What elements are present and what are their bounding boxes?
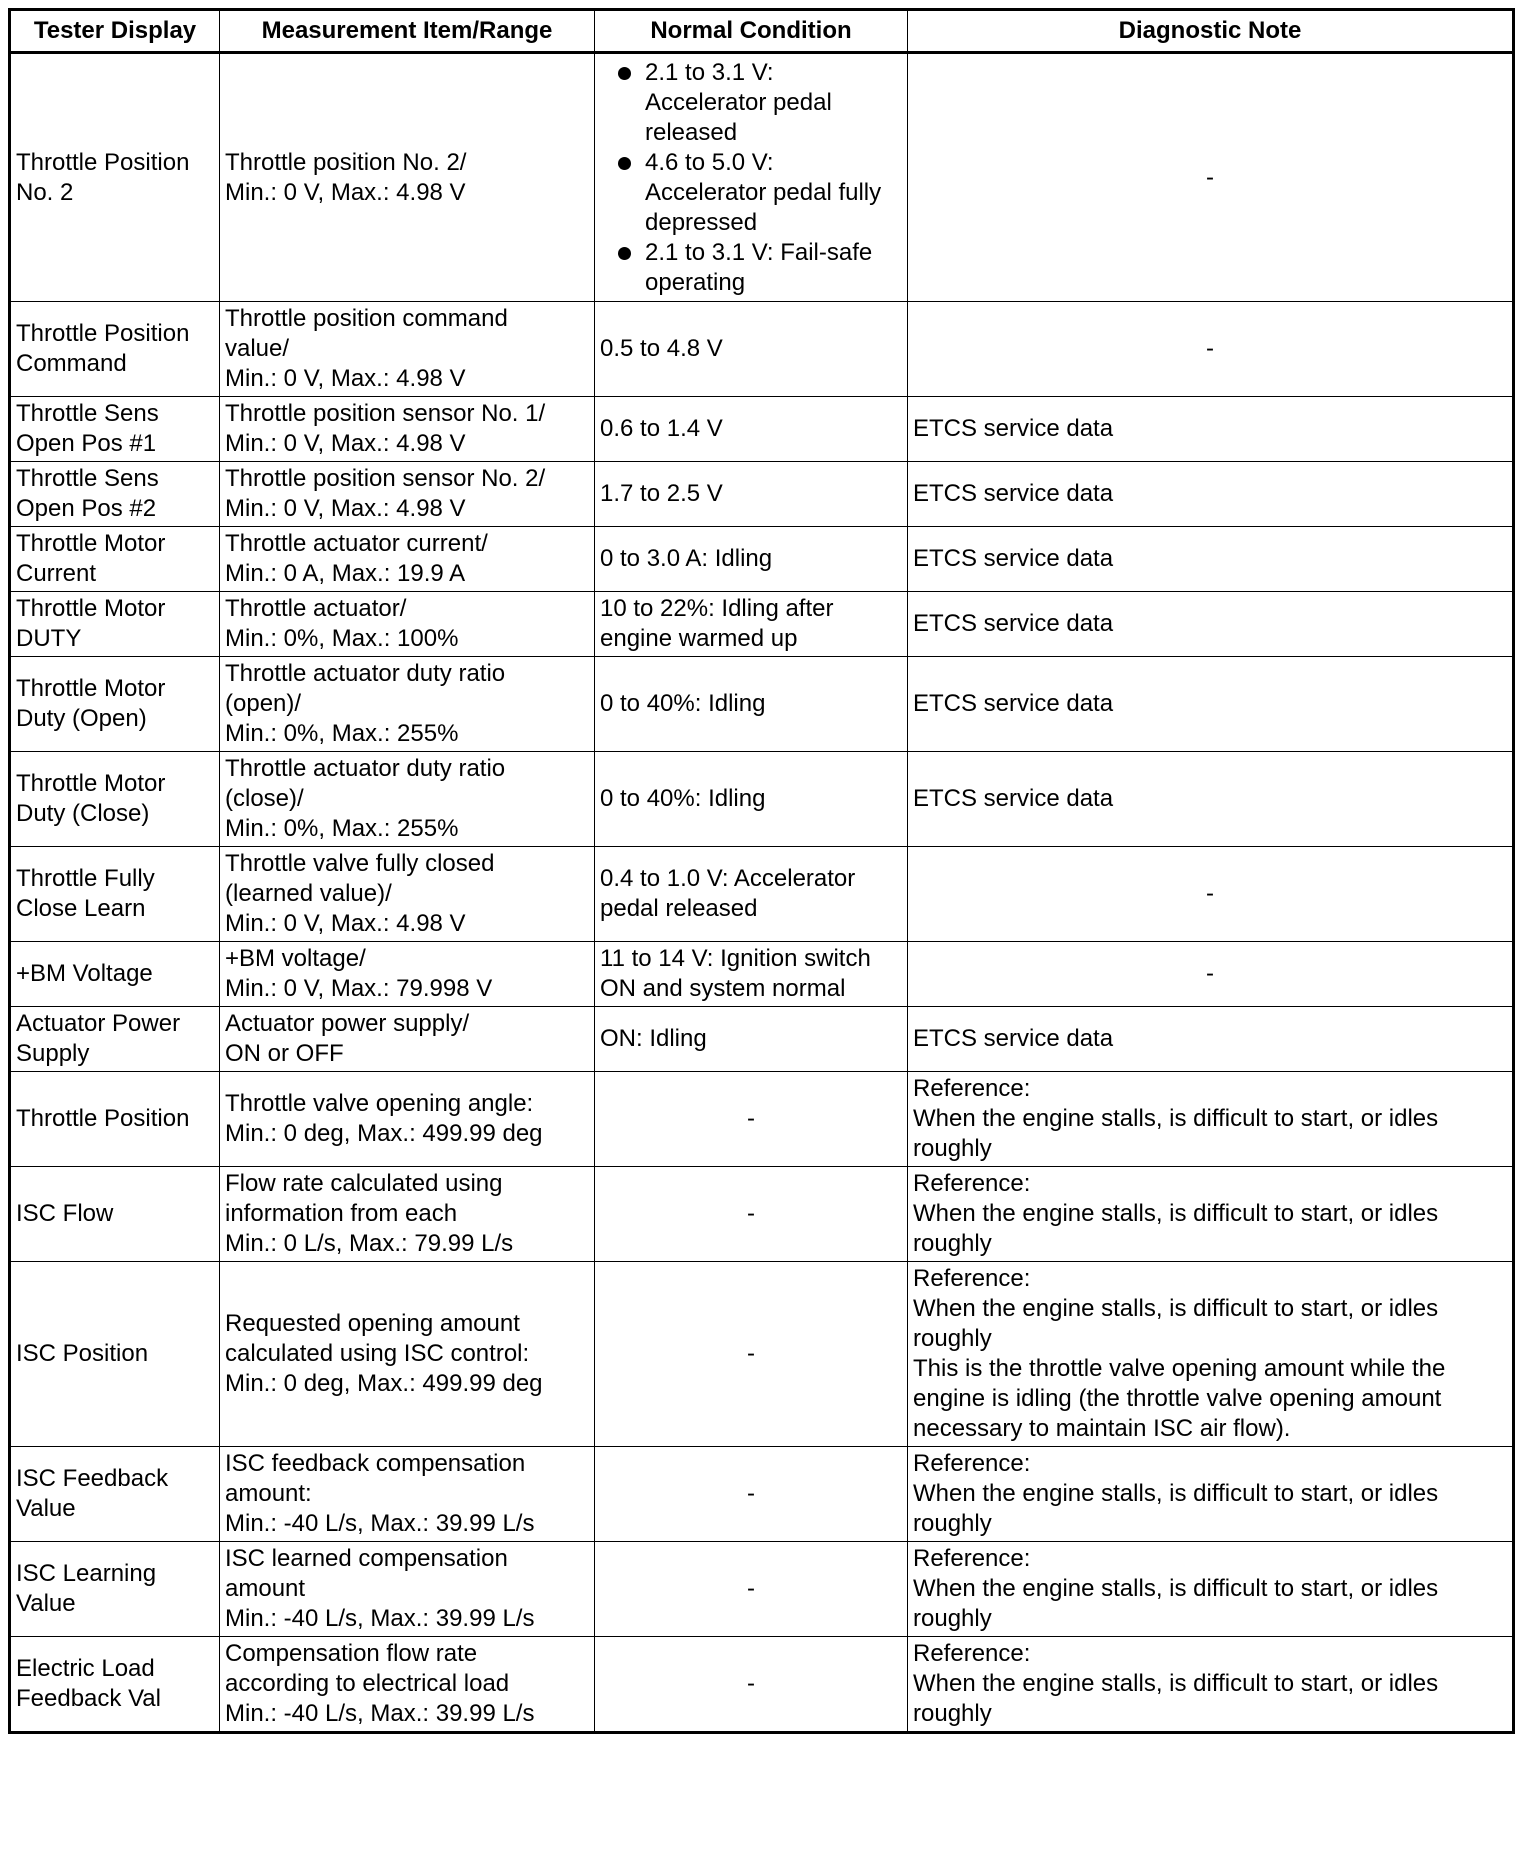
cell-line: ETCS service data: [913, 415, 1114, 442]
cell-line: Current: [16, 560, 97, 587]
cell-line: 2.1 to 3.1 V:: [645, 58, 774, 86]
cell-normal-condition: [595, 1542, 908, 1637]
cell-line: pedal released: [600, 895, 758, 922]
cell-normal-condition: [595, 657, 908, 752]
cell-tester-display: [10, 302, 220, 397]
table-row: [10, 942, 1514, 1007]
cell-normal-condition: [595, 592, 908, 657]
cell-line: This is the throttle valve opening amount while the: [913, 1355, 1446, 1382]
cell-line: Throttle actuator current/: [225, 530, 488, 557]
cell-normal-condition: [595, 397, 908, 462]
cell-line: Throttle Motor: [16, 770, 166, 797]
cell-line: amount: [225, 1575, 306, 1602]
cell-line: calculated using ISC control:: [225, 1340, 530, 1367]
cell-line: -: [747, 1105, 755, 1132]
table-row: [10, 302, 1514, 397]
cell-line: Min.: -40 L/s, Max.: 39.99 L/s: [225, 1605, 535, 1632]
cell-tester-display: [10, 752, 220, 847]
cell-line: 0.6 to 1.4 V: [600, 415, 723, 442]
cell-line: ISC learned compensation: [225, 1545, 508, 1572]
cell-measurement-item: [220, 302, 595, 397]
cell-line: Supply: [16, 1040, 90, 1067]
cell-line: Open Pos #2: [16, 495, 157, 522]
header-tester-display: Tester Display: [10, 10, 220, 53]
cell-line: Reference:: [913, 1075, 1031, 1102]
cell-diagnostic-note: [908, 462, 1514, 527]
cell-normal-condition: [595, 1007, 908, 1072]
cell-line: ISC Learning: [16, 1560, 157, 1587]
cell-measurement-item: [220, 1637, 595, 1733]
bullet-item: [600, 238, 902, 298]
cell-measurement-item: [220, 752, 595, 847]
cell-measurement-item: [220, 1542, 595, 1637]
cell-line: Feedback Val: [16, 1685, 161, 1712]
cell-diagnostic-note: [908, 1447, 1514, 1542]
cell-line: Throttle Motor: [16, 675, 166, 702]
cell-normal-condition: [595, 752, 908, 847]
cell-line: Accelerator pedal fully: [645, 178, 882, 206]
cell-measurement-item: [220, 942, 595, 1007]
cell-line: Close Learn: [16, 895, 146, 922]
cell-normal-condition: [595, 1262, 908, 1447]
cell-line: Throttle valve opening angle:: [225, 1090, 534, 1117]
cell-line: Throttle actuator/: [225, 595, 407, 622]
cell-line: amount:: [225, 1480, 312, 1507]
cell-line: Min.: 0%, Max.: 255%: [225, 815, 459, 842]
cell-line: 0.5 to 4.8 V: [600, 335, 723, 362]
cell-diagnostic-note: [908, 847, 1514, 942]
cell-line: Throttle Motor: [16, 530, 166, 557]
cell-tester-display: [10, 527, 220, 592]
cell-line: Throttle Fully: [16, 865, 155, 892]
cell-line: Requested opening amount: [225, 1310, 520, 1337]
cell-line: Reference:: [913, 1265, 1031, 1292]
cell-diagnostic-note: [908, 1262, 1514, 1447]
cell-line: according to electrical load: [225, 1670, 510, 1697]
cell-line: (open)/: [225, 690, 302, 717]
cell-line: Throttle position sensor No. 2/: [225, 465, 546, 492]
cell-line: Throttle position command: [225, 305, 508, 332]
cell-normal-condition: [595, 462, 908, 527]
cell-measurement-item: [220, 462, 595, 527]
cell-line: engine is idling (the throttle valve opening amount: [913, 1385, 1442, 1412]
cell-line: -: [1206, 880, 1214, 907]
cell-line: Min.: 0 V, Max.: 4.98 V: [225, 495, 466, 522]
cell-line: Duty (Close): [16, 800, 150, 827]
cell-line: Min.: 0 V, Max.: 4.98 V: [225, 178, 466, 206]
cell-line: DUTY: [16, 625, 82, 652]
cell-line: ETCS service data: [913, 690, 1114, 717]
cell-line: No. 2: [16, 178, 74, 206]
header-measurement-item: Measurement Item/Range: [220, 10, 595, 53]
cell-line: When the engine stalls, is difficult to start, or idles: [913, 1105, 1439, 1132]
cell-diagnostic-note: [908, 752, 1514, 847]
cell-line: roughly: [913, 1700, 992, 1727]
cell-tester-display: [10, 942, 220, 1007]
cell-line: Compensation flow rate: [225, 1640, 478, 1667]
bullet-dot-icon: [618, 157, 631, 170]
cell-line: value/: [225, 335, 290, 362]
cell-line: Min.: 0%, Max.: 100%: [225, 625, 459, 652]
cell-line: engine warmed up: [600, 625, 798, 652]
cell-line: Flow rate calculated using: [225, 1170, 503, 1197]
cell-line: Reference:: [913, 1450, 1031, 1477]
cell-line: ETCS service data: [913, 785, 1114, 812]
cell-line: operating: [645, 268, 746, 296]
bullet-dot-icon: [618, 247, 631, 260]
cell-line: Throttle Position: [16, 148, 190, 176]
cell-line: 0.4 to 1.0 V: Accelerator: [600, 865, 856, 892]
cell-line: 4.6 to 5.0 V:: [645, 148, 774, 176]
cell-line: When the engine stalls, is difficult to start, or idles: [913, 1295, 1439, 1322]
cell-line: depressed: [645, 208, 758, 236]
cell-line: Accelerator pedal: [645, 88, 832, 116]
cell-diagnostic-note: [908, 1072, 1514, 1167]
cell-tester-display: [10, 1637, 220, 1733]
cell-diagnostic-note: [908, 1542, 1514, 1637]
cell-tester-display: [10, 1007, 220, 1072]
cell-line: roughly: [913, 1230, 992, 1257]
table-row: [10, 397, 1514, 462]
table-row: [10, 752, 1514, 847]
cell-normal-condition: [595, 527, 908, 592]
cell-line: ISC Feedback: [16, 1465, 169, 1492]
cell-tester-display: [10, 1072, 220, 1167]
cell-line: Actuator Power: [16, 1010, 181, 1037]
cell-line: Reference:: [913, 1545, 1031, 1572]
cell-line: -: [1206, 163, 1214, 191]
cell-normal-condition: [595, 1167, 908, 1262]
cell-diagnostic-note: [908, 1007, 1514, 1072]
bullet-item: [600, 148, 902, 238]
cell-line: When the engine stalls, is difficult to start, or idles: [913, 1575, 1439, 1602]
cell-diagnostic-note: [908, 53, 1514, 302]
table-row: [10, 527, 1514, 592]
cell-line: -: [747, 1575, 755, 1602]
cell-measurement-item: [220, 1447, 595, 1542]
cell-tester-display: [10, 397, 220, 462]
cell-line: +BM voltage/: [225, 945, 366, 972]
cell-line: Throttle Sens: [16, 465, 159, 492]
table-row: [10, 1637, 1514, 1733]
cell-diagnostic-note: [908, 397, 1514, 462]
cell-line: 0 to 40%: Idling: [600, 690, 766, 717]
cell-measurement-item: [220, 397, 595, 462]
cell-tester-display: [10, 1262, 220, 1447]
cell-measurement-item: [220, 1262, 595, 1447]
cell-line: roughly: [913, 1325, 992, 1352]
cell-line: 0 to 40%: Idling: [600, 785, 766, 812]
cell-line: Electric Load: [16, 1655, 155, 1682]
cell-line: Throttle actuator duty ratio: [225, 755, 506, 782]
cell-line: Min.: 0%, Max.: 255%: [225, 720, 459, 747]
cell-line: -: [1206, 960, 1214, 987]
cell-tester-display: [10, 1542, 220, 1637]
cell-measurement-item: [220, 592, 595, 657]
cell-tester-display: [10, 1167, 220, 1262]
cell-measurement-item: [220, 527, 595, 592]
cell-line: Throttle Motor: [16, 595, 166, 622]
cell-line: ISC feedback compensation: [225, 1450, 526, 1477]
cell-line: -: [1206, 335, 1214, 362]
cell-line: Min.: 0 V, Max.: 4.98 V: [225, 910, 466, 937]
cell-line: +BM Voltage: [16, 960, 153, 987]
cell-line: Min.: 0 V, Max.: 79.998 V: [225, 975, 493, 1002]
cell-normal-condition: [595, 847, 908, 942]
cell-line: When the engine stalls, is difficult to start, or idles: [913, 1670, 1439, 1697]
cell-line: necessary to maintain ISC air flow).: [913, 1415, 1291, 1442]
cell-line: Min.: 0 deg, Max.: 499.99 deg: [225, 1370, 543, 1397]
cell-line: Duty (Open): [16, 705, 147, 732]
cell-line: ISC Position: [16, 1340, 149, 1367]
cell-line: Throttle position No. 2/: [225, 148, 467, 176]
cell-line: roughly: [913, 1605, 992, 1632]
table-body: [10, 53, 1514, 1733]
cell-normal-condition: [595, 1072, 908, 1167]
cell-diagnostic-note: [908, 527, 1514, 592]
cell-line: Actuator power supply/: [225, 1010, 470, 1037]
cell-normal-condition: [595, 302, 908, 397]
cell-line: Command: [16, 350, 127, 377]
cell-line: ON or OFF: [225, 1040, 344, 1067]
cell-line: -: [747, 1340, 755, 1367]
header-diagnostic-note: Diagnostic Note: [908, 10, 1514, 53]
header-normal-condition: Normal Condition: [595, 10, 908, 53]
cell-tester-display: [10, 592, 220, 657]
cell-tester-display: [10, 1447, 220, 1542]
cell-diagnostic-note: [908, 1637, 1514, 1733]
cell-line: Min.: 0 A, Max.: 19.9 A: [225, 560, 466, 587]
cell-line: Throttle Position: [16, 1105, 190, 1132]
cell-line: Reference:: [913, 1640, 1031, 1667]
cell-line: ON: Idling: [600, 1025, 707, 1052]
cell-line: Reference:: [913, 1170, 1031, 1197]
table-row: [10, 1262, 1514, 1447]
table-row: [10, 592, 1514, 657]
cell-line: (learned value)/: [225, 880, 392, 907]
cell-diagnostic-note: [908, 657, 1514, 752]
cell-line: Throttle position sensor No. 1/: [225, 400, 546, 427]
table-row: [10, 1167, 1514, 1262]
cell-line: Open Pos #1: [16, 430, 157, 457]
cell-line: 11 to 14 V: Ignition switch: [600, 945, 871, 972]
table-row: [10, 1542, 1514, 1637]
table-row: [10, 1072, 1514, 1167]
cell-measurement-item: [220, 847, 595, 942]
cell-line: Min.: 0 V, Max.: 4.98 V: [225, 365, 466, 392]
table-row: [10, 53, 1514, 302]
table-row: [10, 1007, 1514, 1072]
cell-line: When the engine stalls, is difficult to start, or idles: [913, 1480, 1439, 1507]
cell-diagnostic-note: [908, 1167, 1514, 1262]
cell-line: Value: [16, 1590, 76, 1617]
cell-line: (close)/: [225, 785, 304, 812]
cell-line: 1.7 to 2.5 V: [600, 480, 723, 507]
data-list-table-container: [8, 8, 1512, 1734]
cell-line: Throttle actuator duty ratio: [225, 660, 506, 687]
cell-line: 0 to 3.0 A: Idling: [600, 545, 773, 572]
cell-line: -: [747, 1670, 755, 1697]
cell-measurement-item: [220, 53, 595, 302]
cell-measurement-item: [220, 1007, 595, 1072]
cell-tester-display: [10, 847, 220, 942]
cell-line: Min.: 0 V, Max.: 4.98 V: [225, 430, 466, 457]
normal-condition-bullet-list: [600, 58, 902, 298]
cell-line: information from each: [225, 1200, 458, 1227]
cell-diagnostic-note: [908, 302, 1514, 397]
cell-line: ISC Flow: [16, 1200, 114, 1227]
bullet-dot-icon: [618, 67, 631, 80]
cell-line: roughly: [913, 1510, 992, 1537]
cell-line: Min.: -40 L/s, Max.: 39.99 L/s: [225, 1700, 535, 1727]
cell-line: -: [747, 1200, 755, 1227]
cell-line: Value: [16, 1495, 76, 1522]
table-row: [10, 657, 1514, 752]
bullet-item: [600, 58, 902, 148]
cell-tester-display: [10, 53, 220, 302]
cell-line: released: [645, 118, 738, 146]
cell-line: Throttle valve fully closed: [225, 850, 495, 877]
cell-line: ON and system normal: [600, 975, 846, 1002]
cell-line: When the engine stalls, is difficult to start, or idles: [913, 1200, 1439, 1227]
cell-normal-condition: [595, 1637, 908, 1733]
cell-line: ETCS service data: [913, 480, 1114, 507]
cell-line: -: [747, 1480, 755, 1507]
table-row: [10, 847, 1514, 942]
cell-normal-condition: [595, 53, 908, 302]
table-row: [10, 1447, 1514, 1542]
cell-line: Min.: -40 L/s, Max.: 39.99 L/s: [225, 1510, 535, 1537]
cell-tester-display: [10, 462, 220, 527]
cell-line: ETCS service data: [913, 545, 1114, 572]
cell-measurement-item: [220, 657, 595, 752]
cell-line: Throttle Position: [16, 320, 190, 347]
cell-tester-display: [10, 657, 220, 752]
cell-normal-condition: [595, 942, 908, 1007]
table-row: [10, 462, 1514, 527]
cell-diagnostic-note: [908, 942, 1514, 1007]
data-list-table: [8, 8, 1515, 1734]
cell-line: 2.1 to 3.1 V: Fail-safe: [645, 238, 873, 266]
cell-line: Min.: 0 deg, Max.: 499.99 deg: [225, 1120, 543, 1147]
cell-diagnostic-note: [908, 592, 1514, 657]
cell-line: roughly: [913, 1135, 992, 1162]
header-row: [10, 10, 1514, 53]
cell-measurement-item: [220, 1167, 595, 1262]
cell-line: Throttle Sens: [16, 400, 159, 427]
cell-normal-condition: [595, 1447, 908, 1542]
cell-line: 10 to 22%: Idling after: [600, 595, 834, 622]
cell-line: ETCS service data: [913, 610, 1114, 637]
cell-measurement-item: [220, 1072, 595, 1167]
cell-line: ETCS service data: [913, 1025, 1114, 1052]
cell-line: Min.: 0 L/s, Max.: 79.99 L/s: [225, 1230, 514, 1257]
